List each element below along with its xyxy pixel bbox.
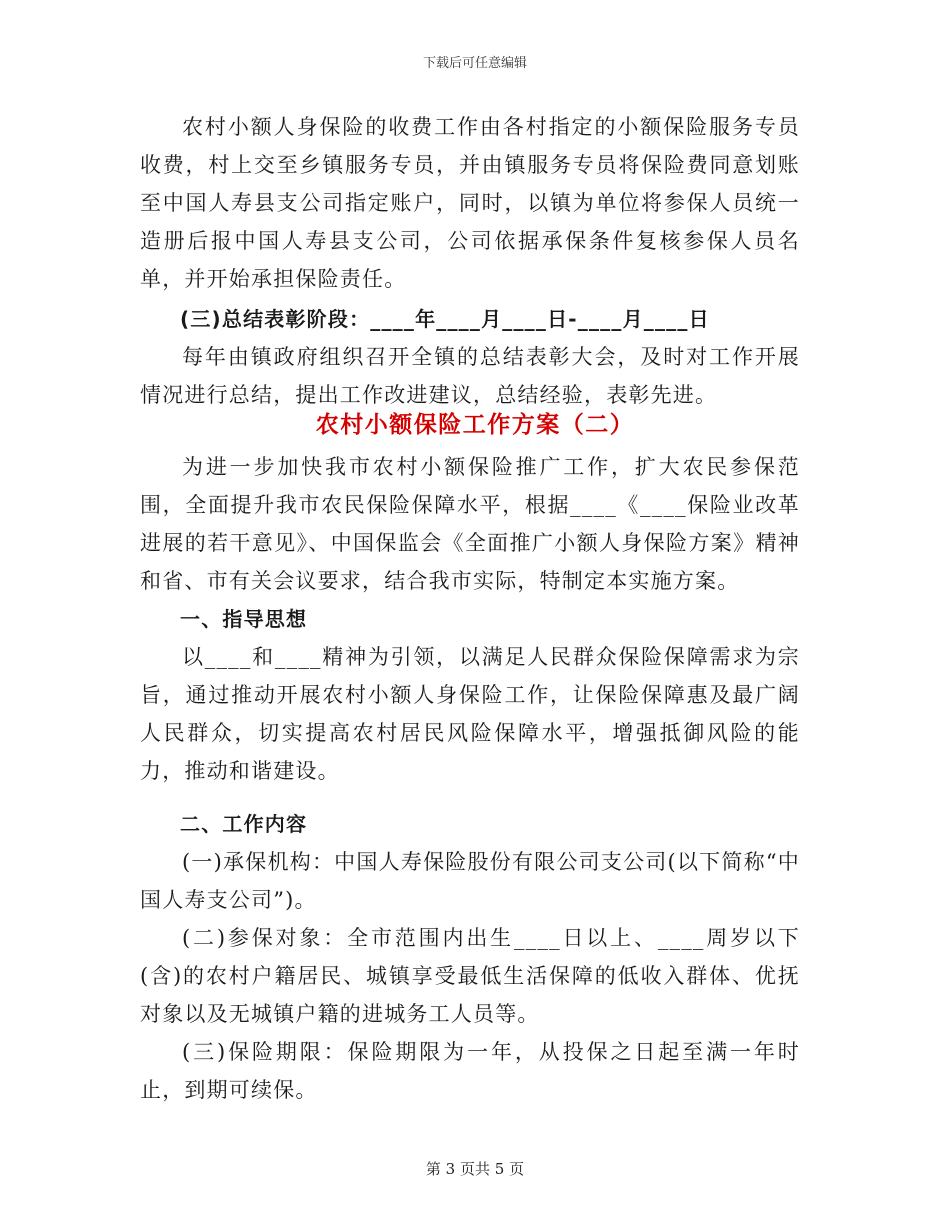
heading-work-content: 二、工作内容 — [180, 812, 308, 836]
paragraph-summary-meeting: 每年由镇政府组织召开全镇的总结表彰大会，及时对工作开展情况进行总结，提出工作改进建议，总结经验，表彰先进。 — [140, 345, 800, 407]
item-underwriter: (一)承保机构：中国人寿保险股份有限公司支公司(以下简称“中国人寿支公司”)。 — [140, 850, 800, 912]
section-2 — [140, 448, 800, 1109]
item-insured-objects: (二)参保对象：全市范围内出生____日以上、____周岁以下(含)的农村户籍居民、城镇享受最低生活保障的低收入群体、优抚对象以及无城镇户籍的进城务工人员等。 — [140, 926, 800, 1026]
item-insurance-period: (三)保险期限：保险期限为一年，从投保之日起至满一年时止，到期可续保。 — [140, 1040, 800, 1102]
heading-summary-stage: (三)总结表彰阶段：____年____月____日-____月____日 — [180, 307, 710, 331]
paragraph-guiding-ideology: 以____和____精神为引领，以满足人民群众保险保障需求为宗旨，通过推动开展农村小额人身保险工作，让保险保障惠及最广阔人民群众，切实提高农村居民风险保障水平，增强抵御风险的能力，推动和谐建设。 — [140, 645, 800, 783]
paragraph-intro: 为进一步加快我市农村小额保险推广工作，扩大农民参保范围，全面提升我市农民保险保障水平，根据____《____保险业改革进展的若干意见》、中国保监会《全面推广小额人身保险方案》精神和省、市有关会议要求，结合我市实际，特制定本实施方案。 — [140, 455, 800, 593]
document-title: 农村小额保险工作方案（二） — [315, 412, 635, 438]
page-header: 下载后可任意编辑 — [422, 56, 527, 71]
paragraph-fee-collection: 农村小额人身保险的收费工作由各村指定的小额保险服务专员收费，村上交至乡镇服务专员，并由镇服务专员将保险费同意划账至中国人寿县支公司指定账户，同时，以镇为单位将参保人员统一造册后报中国人寿县支公司，公司依据承保条件复核参保人员名单，并开始承担保险责任。 — [140, 115, 800, 291]
heading-guiding-ideology: 一、指导思想 — [180, 607, 308, 631]
page-number: 第 3 页共 5 页 — [425, 1160, 525, 1178]
section-1 — [140, 108, 800, 414]
